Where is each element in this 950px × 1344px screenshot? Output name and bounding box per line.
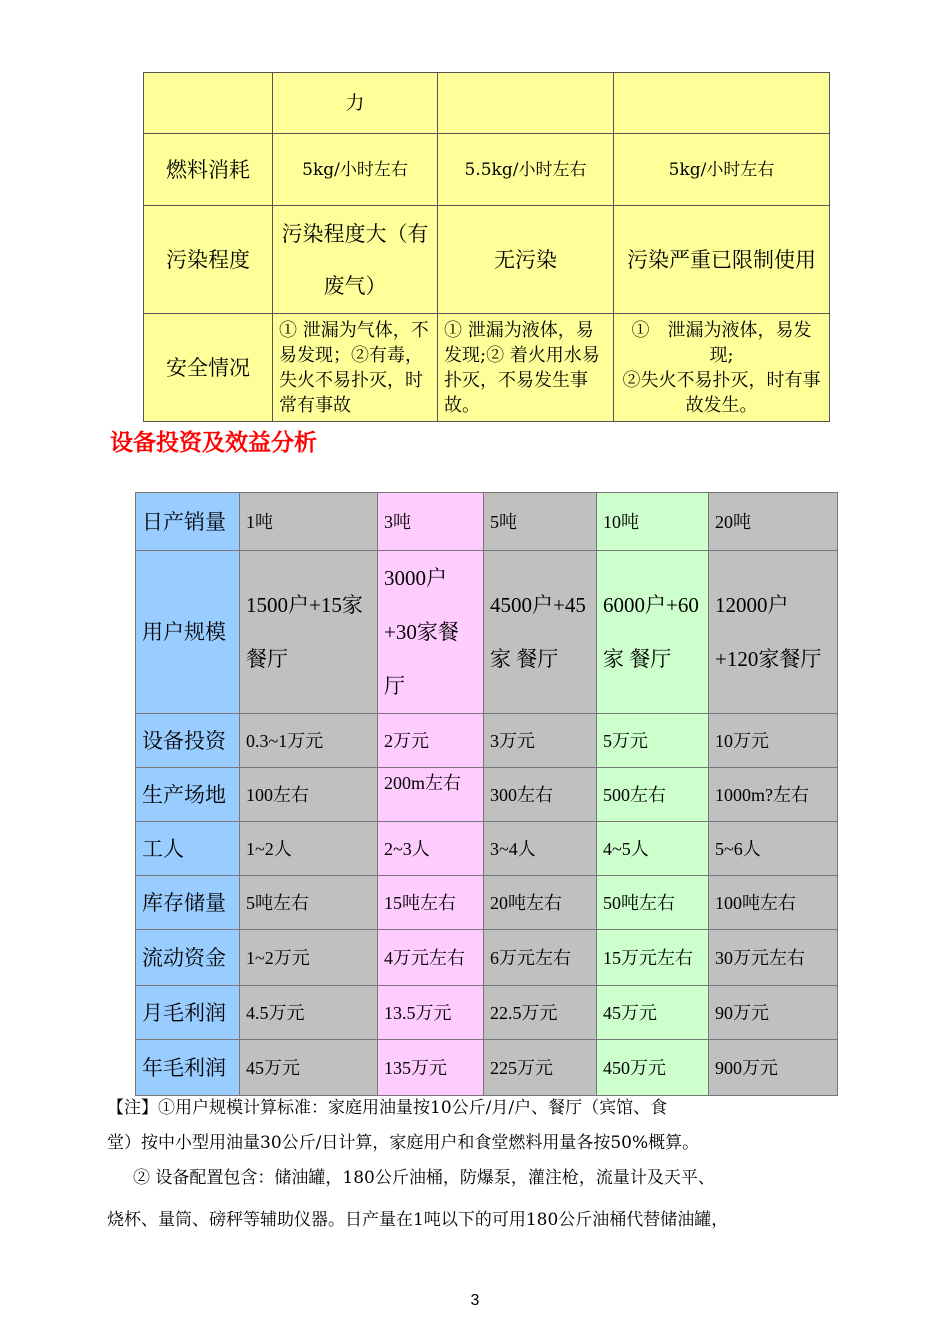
table-row <box>144 206 830 314</box>
table-cell: 3~4人 <box>484 822 597 876</box>
table-cell: 6万元左右 <box>484 930 597 986</box>
table-cell: 1~2人 <box>240 822 378 876</box>
table-cell: 200m左右 <box>378 768 484 822</box>
table-cell: ① 泄漏为液体，易发现; ②失火不易扑灭，时有事故发生。 <box>614 314 830 422</box>
table-cell: 6000户+60 家 餐厅 <box>597 551 709 714</box>
table-cell: 45万元 <box>240 1040 378 1096</box>
row-label: 用户规模 <box>136 551 240 714</box>
table-cell: 12000户+120家餐厅 <box>709 551 838 714</box>
table-cell: 450万元 <box>597 1040 709 1096</box>
table-cell: ① 泄漏为气体，不易发现；②有毒，失火不易扑灭，时常有事故 <box>273 314 438 422</box>
table-cell: 5吨左右 <box>240 876 378 930</box>
table-row <box>136 551 838 714</box>
table-cell: 2~3人 <box>378 822 484 876</box>
table-cell: 300左右 <box>484 768 597 822</box>
table-row <box>136 876 838 930</box>
table-cell: 900万元 <box>709 1040 838 1096</box>
table-header-row <box>136 493 838 551</box>
table-cell: 1~2万元 <box>240 930 378 986</box>
row-label: 污染程度 <box>144 206 273 314</box>
table-cell: 13.5万元 <box>378 986 484 1040</box>
row-label: 流动资金 <box>136 930 240 986</box>
column-header: 10吨 <box>597 493 709 551</box>
header-label: 日产销量 <box>136 493 240 551</box>
table-cell: 4500户+45 家 餐厅 <box>484 551 597 714</box>
table-cell: 2万元 <box>378 714 484 768</box>
table-cell: 污染严重已限制使用 <box>614 206 830 314</box>
table-cell: 90万元 <box>709 986 838 1040</box>
table-cell: 5kg/小时左右 <box>273 134 438 206</box>
table-cell: 15吨左右 <box>378 876 484 930</box>
row-label: 生产场地 <box>136 768 240 822</box>
table-cell: 4~5人 <box>597 822 709 876</box>
table-cell: 1000m?左右 <box>709 768 838 822</box>
table-cell: 4.5万元 <box>240 986 378 1040</box>
table-row <box>136 986 838 1040</box>
comparison-table <box>143 72 830 422</box>
table-cell: 100左右 <box>240 768 378 822</box>
column-header: 3吨 <box>378 493 484 551</box>
section-heading: 设备投资及效益分析 <box>110 430 317 456</box>
note-line: 堂）按中小型用油量30公斤/日计算，家庭用户和食堂燃料用量各按50%概算。 <box>107 1133 700 1153</box>
table-cell: 1500户+15家餐厅 <box>240 551 378 714</box>
row-label: 年毛利润 <box>136 1040 240 1096</box>
table-cell: 30万元左右 <box>709 930 838 986</box>
investment-table <box>135 492 838 1096</box>
table-cell: 15万元左右 <box>597 930 709 986</box>
table-cell: 无污染 <box>438 206 614 314</box>
table-row <box>136 714 838 768</box>
table-row <box>144 73 830 134</box>
row-label: 库存储量 <box>136 876 240 930</box>
table-cell <box>144 73 273 134</box>
table-cell: 污染程度大（有 废气） <box>273 206 438 314</box>
row-label: 设备投资 <box>136 714 240 768</box>
table-cell: 4万元左右 <box>378 930 484 986</box>
row-label: 月毛利润 <box>136 986 240 1040</box>
table-cell: 力 <box>273 73 438 134</box>
table-cell: 135万元 <box>378 1040 484 1096</box>
page-number: 3 <box>470 1292 480 1309</box>
table-row <box>136 1040 838 1096</box>
row-label: 安全情况 <box>144 314 273 422</box>
table-row <box>136 822 838 876</box>
table-cell: 10万元 <box>709 714 838 768</box>
note-line: ② 设备配置包含：储油罐，180公斤油桶，防爆泵，灌注枪，流量计及天平、 <box>133 1168 715 1188</box>
table-cell: ① 泄漏为液体，易发现;② 着火用水易扑灭，不易发生事故。 <box>438 314 614 422</box>
table-cell: 20吨左右 <box>484 876 597 930</box>
table-cell: 5kg/小时左右 <box>614 134 830 206</box>
table-cell <box>614 73 830 134</box>
note-line: 【注】①用户规模计算标准：家庭用油量按10公斤/月/户、餐厅（宾馆、食 <box>107 1098 668 1118</box>
note-line: 烧杯、量筒、磅秤等辅助仪器。日产量在1吨以下的可用180公斤油桶代替储油罐， <box>107 1210 729 1230</box>
column-header: 5吨 <box>484 493 597 551</box>
column-header: 1吨 <box>240 493 378 551</box>
table-cell <box>438 73 614 134</box>
table-row <box>144 314 830 422</box>
table-row <box>136 930 838 986</box>
table-cell: 5.5kg/小时左右 <box>438 134 614 206</box>
table-cell: 0.3~1万元 <box>240 714 378 768</box>
table-cell: 5~6人 <box>709 822 838 876</box>
table-cell: 225万元 <box>484 1040 597 1096</box>
table-row <box>144 134 830 206</box>
table-cell: 5万元 <box>597 714 709 768</box>
table-cell: 45万元 <box>597 986 709 1040</box>
column-header: 20吨 <box>709 493 838 551</box>
row-label: 工人 <box>136 822 240 876</box>
table-row <box>136 768 838 822</box>
table-cell: 22.5万元 <box>484 986 597 1040</box>
table-cell: 100吨左右 <box>709 876 838 930</box>
table-cell: 50吨左右 <box>597 876 709 930</box>
table-cell: 3000户+30家餐厅 <box>378 551 484 714</box>
table-cell: 500左右 <box>597 768 709 822</box>
table-cell: 3万元 <box>484 714 597 768</box>
row-label: 燃料消耗 <box>144 134 273 206</box>
